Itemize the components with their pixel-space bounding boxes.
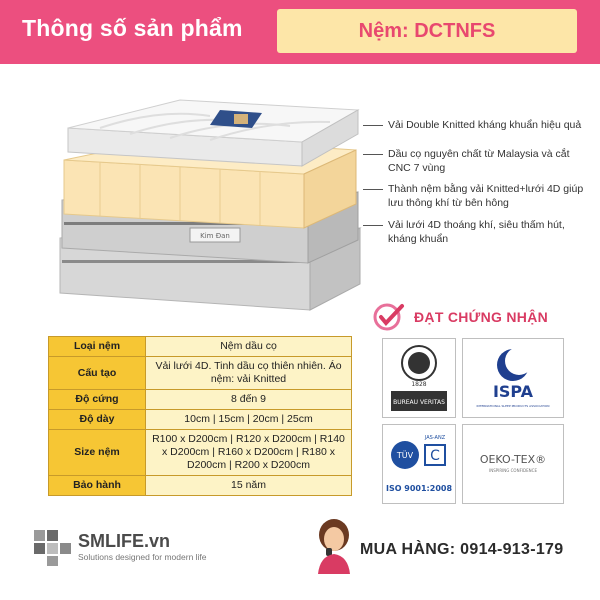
table-row bbox=[49, 430, 352, 476]
brand-tagline: Solutions designed for modern life bbox=[78, 552, 207, 562]
smlife-logo-icon bbox=[34, 530, 72, 566]
oeko-name: OEKO-TEX® bbox=[479, 453, 547, 466]
spec-value: Vải lưới 4D. Tinh dầu cọ thiên nhiên. Áo nệm: vải Knitted bbox=[146, 357, 352, 390]
iso-name: ISO 9001:2008 bbox=[385, 484, 453, 493]
spec-label: Độ dày bbox=[49, 410, 146, 430]
certification-heading bbox=[372, 302, 548, 332]
oeko-tex-logo bbox=[462, 424, 564, 504]
product-name-badge: Nệm: DCTNFS bbox=[277, 9, 577, 53]
callout-line bbox=[363, 125, 383, 126]
brand-name: SMLIFE.vn bbox=[78, 531, 171, 551]
spec-value: Nệm dầu cọ bbox=[146, 337, 352, 357]
ispa-subtitle: INTERNATIONAL SLEEP PRODUCTS ASSOCIATION bbox=[476, 404, 550, 408]
bv-name: BUREAU VERITAS bbox=[393, 399, 445, 406]
spec-label: Độ cứng bbox=[49, 390, 146, 410]
buy-hotline[interactable]: MUA HÀNG: 0914-913-179 bbox=[360, 541, 564, 558]
ispa-logo bbox=[462, 338, 564, 418]
table-row bbox=[49, 390, 352, 410]
spec-value: 10cm | 15cm | 20cm | 25cm bbox=[146, 410, 352, 430]
jas-anz-name: JAS-ANZ bbox=[424, 435, 446, 441]
table-row bbox=[49, 476, 352, 496]
certification-title: ĐẠT CHỨNG NHẬN bbox=[414, 309, 549, 325]
callout-side-mesh: Thành nệm bằng vải Knitted+lưới 4D giúp lưu thông khí từ bên hông bbox=[366, 182, 591, 210]
ispa-name: ISPA bbox=[492, 382, 534, 401]
oeko-subtitle: INSPIRING CONFIDENCE bbox=[489, 468, 537, 473]
callout-fabric: Vải Double Knitted kháng khuẩn hiệu quả bbox=[366, 118, 591, 132]
table-row bbox=[49, 410, 352, 430]
spec-value: 8 đến 9 bbox=[146, 390, 352, 410]
tuv-name: TÜV bbox=[396, 451, 414, 460]
page-title: Thông số sản phẩm bbox=[22, 15, 243, 41]
callout-line bbox=[363, 225, 383, 226]
svg-text:C: C bbox=[430, 448, 440, 464]
check-badge-icon bbox=[372, 302, 406, 332]
bureau-veritas-logo bbox=[382, 338, 456, 418]
table-row bbox=[49, 337, 352, 357]
spec-label: Size nệm bbox=[49, 430, 146, 476]
mattress-brand-label: Kim Đan bbox=[200, 232, 230, 240]
specifications-table bbox=[48, 336, 352, 496]
callout-4d-mesh: Vải lưới 4D thoáng khí, siêu thấm hút, kháng khuẩn bbox=[366, 218, 591, 246]
callout-line bbox=[363, 154, 383, 155]
callout-line bbox=[363, 189, 383, 190]
spec-label: Cấu tạo bbox=[49, 357, 146, 390]
spec-label: Loại nệm bbox=[49, 337, 146, 357]
bv-year: 1828 bbox=[411, 381, 427, 388]
spec-value: 15 năm bbox=[146, 476, 352, 496]
phone-agent-icon bbox=[314, 518, 354, 574]
table-row bbox=[49, 357, 352, 390]
tuv-iso-logo bbox=[382, 424, 456, 504]
mattress-layers-illustration bbox=[40, 88, 370, 328]
spec-value: R100 x D200cm | R120 x D200cm | R140 x D200cm | R160 x D200cm | R180 x D200cm | R200 x D200cm bbox=[146, 430, 352, 476]
callout-palm-oil: Dầu cọ nguyên chất từ Malaysia và cắt CNC 7 vùng bbox=[366, 147, 591, 175]
spec-label: Bảo hành bbox=[49, 476, 146, 496]
